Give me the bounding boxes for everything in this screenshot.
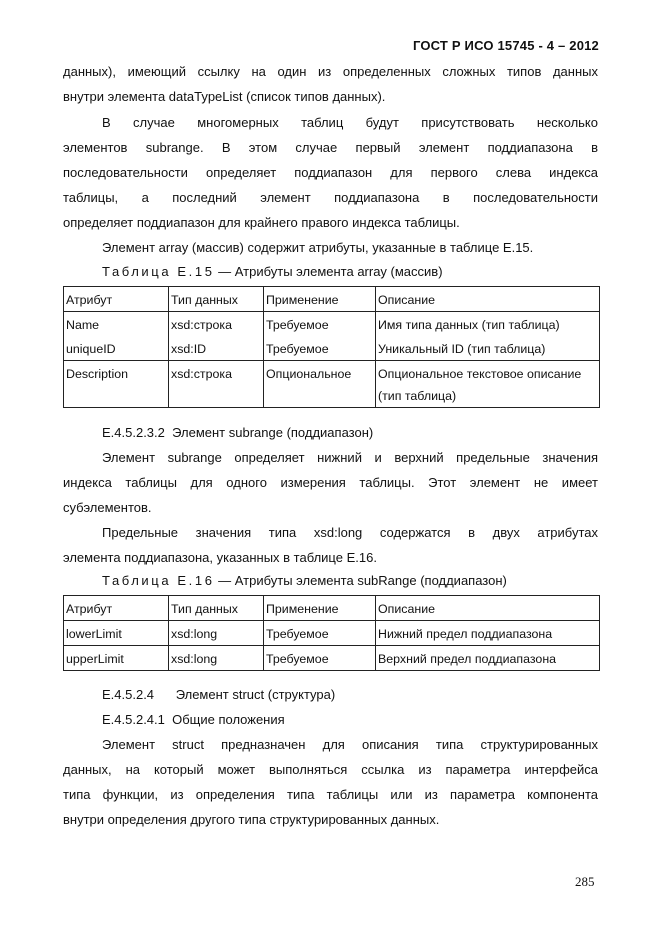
paragraph-line: внутри элемента dataTypeList (список типов данных). bbox=[63, 89, 386, 104]
table-row bbox=[64, 312, 600, 337]
table-row bbox=[64, 336, 600, 361]
table-row bbox=[64, 621, 600, 646]
table-cell: Требуемое bbox=[264, 621, 376, 646]
table-cell: Нижний предел поддиапазона bbox=[376, 621, 600, 646]
table-row bbox=[64, 646, 600, 671]
table-cell-line: Опциональное текстовое описание bbox=[378, 367, 582, 381]
table-header-cell: Применение bbox=[264, 596, 376, 621]
table-cell: xsd:long bbox=[169, 621, 264, 646]
paragraph-line: Элемент struct предназначен для описания типа структурированных bbox=[102, 737, 598, 752]
table-cell: Description bbox=[64, 361, 169, 408]
table-cell: Верхний предел поддиапазона bbox=[376, 646, 600, 671]
table-caption-text: — Атрибуты элемента subRange (поддиапазон) bbox=[214, 573, 507, 588]
table-header-cell: Тип данных bbox=[169, 287, 264, 312]
paragraph-line: субэлементов. bbox=[63, 500, 152, 515]
paragraph-line: определяет поддиапазон для крайнего правого индекса таблицы. bbox=[63, 215, 460, 230]
table-cell: xsd:строка bbox=[169, 312, 264, 337]
table-header-cell: Атрибут bbox=[64, 596, 169, 621]
paragraph-line: элементов subrange. В этом случае первый элемент поддиапазона в bbox=[63, 140, 598, 155]
paragraph-line: таблицы, а последний элемент поддиапазона в последовательности bbox=[63, 190, 598, 205]
table-cell: lowerLimit bbox=[64, 621, 169, 646]
table-cell: uniqueID bbox=[64, 336, 169, 361]
table-header-cell: Применение bbox=[264, 287, 376, 312]
table-cell: Name bbox=[64, 312, 169, 337]
table-header-row bbox=[64, 596, 600, 621]
paragraph-line: данных, на который может выполняться ссылка из параметра интерфейса bbox=[63, 762, 598, 777]
table-e15 bbox=[63, 286, 600, 408]
paragraph-line: Предельные значения типа xsd:long содержатся в двух атрибутах bbox=[102, 525, 598, 540]
table-caption bbox=[102, 571, 507, 591]
document-header: ГОСТ Р ИСО 15745 - 4 – 2012 bbox=[412, 38, 599, 53]
table-cell bbox=[376, 361, 600, 408]
paragraph-line: Элемент array (массив) содержит атрибуты, указанные в таблице Е.15. bbox=[102, 240, 534, 255]
table-cell: Требуемое bbox=[264, 336, 376, 361]
table-cell: Опциональное bbox=[264, 361, 376, 408]
table-header-cell: Атрибут bbox=[64, 287, 169, 312]
table-row bbox=[64, 361, 600, 408]
table-cell: xsd:строка bbox=[169, 361, 264, 408]
table-header-cell: Описание bbox=[376, 596, 600, 621]
table-header-cell: Тип данных bbox=[169, 596, 264, 621]
paragraph-line: внутри определения другого типа структурированных данных. bbox=[63, 812, 440, 827]
paragraph-line: данных), имеющий ссылку на один из определенных сложных типов данных bbox=[63, 64, 598, 79]
table-cell: xsd:ID bbox=[169, 336, 264, 361]
table-cell-line: (тип таблица) bbox=[378, 389, 457, 403]
table-cell: upperLimit bbox=[64, 646, 169, 671]
table-header-cell: Описание bbox=[376, 287, 600, 312]
section-heading: Е.4.5.2.4 Элемент struct (структура) bbox=[102, 687, 336, 702]
table-cell: Уникальный ID (тип таблица) bbox=[376, 336, 600, 361]
table-caption-label: Таблица Е.15 bbox=[102, 264, 215, 279]
page-number: 285 bbox=[575, 874, 595, 889]
table-cell: Требуемое bbox=[264, 312, 376, 337]
paragraph-line: последовательности определяет поддиапазон для первого слева индекса bbox=[63, 165, 598, 180]
section-heading: Е.4.5.2.3.2 Элемент subrange (поддиапазон) bbox=[102, 425, 374, 440]
paragraph-line: индекса таблицы для одного измерения таблицы. Этот элемент не имеет bbox=[63, 475, 598, 490]
table-header-row bbox=[64, 287, 600, 312]
paragraph-line: типа функции, из определения типа таблицы или из параметра компонента bbox=[63, 787, 598, 802]
table-caption-label: Таблица Е.16 bbox=[102, 573, 215, 588]
table-cell: Имя типа данных (тип таблица) bbox=[376, 312, 600, 337]
table-e16 bbox=[63, 595, 600, 671]
paragraph-line: элемента поддиапазона, указанных в таблице Е.16. bbox=[63, 550, 377, 565]
paragraph-line: Элемент subrange определяет нижний и верхний предельные значения bbox=[102, 450, 598, 465]
table-caption bbox=[102, 262, 443, 282]
table-cell: xsd:long bbox=[169, 646, 264, 671]
table-caption-text: — Атрибуты элемента array (массив) bbox=[214, 264, 443, 279]
section-heading: Е.4.5.2.4.1 Общие положения bbox=[102, 712, 285, 727]
paragraph-line: В случае многомерных таблиц будут присутствовать несколько bbox=[102, 115, 598, 130]
table-cell: Требуемое bbox=[264, 646, 376, 671]
